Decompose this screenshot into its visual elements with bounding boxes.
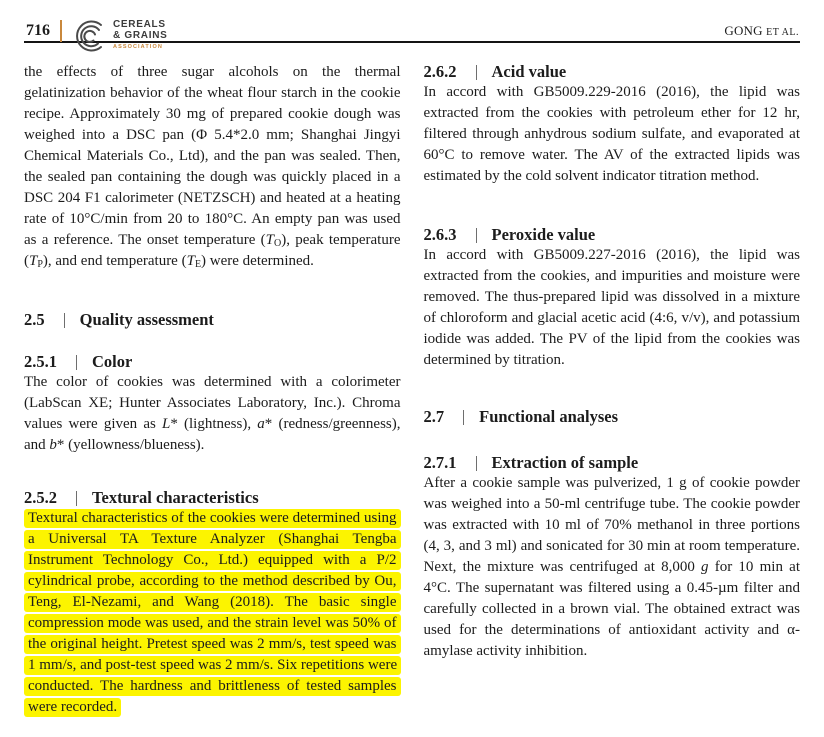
heading-title: Color (92, 352, 133, 371)
heading-title: Textural characteristics (92, 488, 259, 507)
section-heading-2-7-1 (424, 453, 801, 473)
right-column (424, 62, 801, 662)
heading-divider (476, 456, 477, 471)
section-heading-2-6-3 (424, 225, 801, 245)
heading-title: Acid value (491, 62, 567, 81)
cereals-grains-logo (70, 16, 168, 56)
heading-title: Functional analyses (479, 407, 619, 426)
heading-number: 2.6.3 (423, 225, 457, 244)
logo-text (113, 20, 168, 50)
section-heading-2-5-1 (24, 352, 401, 372)
heading-number: 2.5.1 (24, 352, 57, 371)
highlighted-text: Textural characteristics of the cookies were determined using a Universal TA Texture Analyzer (Shanghai Tengba Instrument Technology Co., Ltd.) equipped with a P/2 cylindrical probe, according to the method described by Ou, Teng, El-Nezami, and Wang (2018). The basic single compression mode was used, and the strain level was 50% of the original height. Pretest speed was 2 mm/s, test speed was 1 mm/s, and post-test speed was 2 mm/s. Six repetitions were conducted. The hardness and brittleness of tested samples were recorded. (24, 509, 401, 717)
two-column-body (0, 62, 824, 718)
paragraph-dsc-method: the effects of three sugar alcohols on the thermal gelatinization behavior of the wheat flour starch in the cookie recipe. Approximately 30 mg of prepared cookie dough was weighed into a DSC pan (Φ 5.4*2.0 mm; Shanghai Jingyi Chemical Materials Co., Ltd), and the pan was sealed. Then, the sealed pan containing the dough was quickly placed in a DSC 204 F1 calorimeter (NETZSCH) and heated at a heating rate of 10°C/min from 20 to 180°C. An empty pan was used as a reference. The onset temperature $(T_O)$, peak temperature $(T_P)$, and end temperature $(T_E)$ were determined. (24, 64, 401, 270)
paragraph-peroxide-value: In accord with GB5009.227-2016 (2016), the lipid was extracted from the cookies, and impurities and moisture were removed. The thus-prepared lipid was dissolved in a mixture of chloroform and glacial acetic acid (4:6, v/v), and potassium iodide was added. The PV of the lipid from the cookies was determined by titration. (423, 247, 800, 368)
page-number: 716 (26, 22, 50, 39)
logo-line-association: ASSOCIATION (113, 43, 163, 50)
paragraph-extraction: After a cookie sample was pulverized, 1 g of cookie powder was weighed into a 50-ml centrifuge tube. The cookie powder was extracted with 10 ml of 70% methanol in three portions (4, 3, and 3 ml) and sonicated for 30 min at room temperature. Next, the mixture was centrifuged at 8,000 g for 10 min at 4°C. The supernatant was filtered using a 0.45-µm filter and carefully collected in a brown vial. The obtained extract was used for the determinations of antioxidant activity and α-amylase activity inhibition. (423, 475, 800, 659)
heading-number: 2.7.1 (423, 453, 457, 472)
page-header (0, 0, 824, 62)
heading-title: Quality assessment (79, 310, 214, 329)
running-head (724, 23, 799, 39)
heading-number: 2.7 (423, 407, 445, 426)
heading-number: 2.6.2 (423, 62, 457, 81)
heading-title: Peroxide value (491, 225, 596, 244)
header-accent-bar (60, 20, 62, 42)
section-heading-2-6-2 (424, 62, 801, 82)
heading-number: 2.5.2 (24, 488, 57, 507)
paragraph-texture-highlighted (24, 508, 401, 718)
running-head-authors: GONG (724, 23, 763, 38)
heading-divider (476, 228, 477, 243)
heading-divider (64, 313, 65, 328)
heading-divider (476, 65, 477, 80)
heading-title: Extraction of sample (491, 453, 639, 472)
logo-line-cereals: CEREALS (113, 19, 166, 30)
heading-number: 2.5 (24, 310, 45, 329)
heading-divider (76, 355, 77, 370)
logo-line-grains: & GRAINS (113, 29, 168, 41)
logo-arcs-icon (70, 16, 110, 56)
heading-divider (76, 491, 77, 506)
paragraph-acid-value: In accord with GB5009.229-2016 (2016), the lipid was extracted from the cookies with petroleum ether for 12 hr, filtered through anhydrous sodium sulfate, and evaporated at 60°C to remove water. The AV of the extracted lipids was estimated by the cold solvent indicator titration method. (423, 84, 800, 184)
running-head-et-al: ET AL. (766, 27, 799, 38)
heading-divider (463, 410, 464, 425)
left-column (24, 62, 401, 718)
section-heading-2-5-2 (24, 488, 401, 508)
section-heading-2-5 (24, 310, 401, 330)
paragraph-color: The color of cookies was determined with a colorimeter (LabScan XE; Hunter Associates Laboratory, Inc.). Chroma values were given as L* (lightness), a* (redness/greenness), and b* (yellowness/blueness). (24, 374, 401, 453)
section-heading-2-7 (424, 407, 801, 427)
